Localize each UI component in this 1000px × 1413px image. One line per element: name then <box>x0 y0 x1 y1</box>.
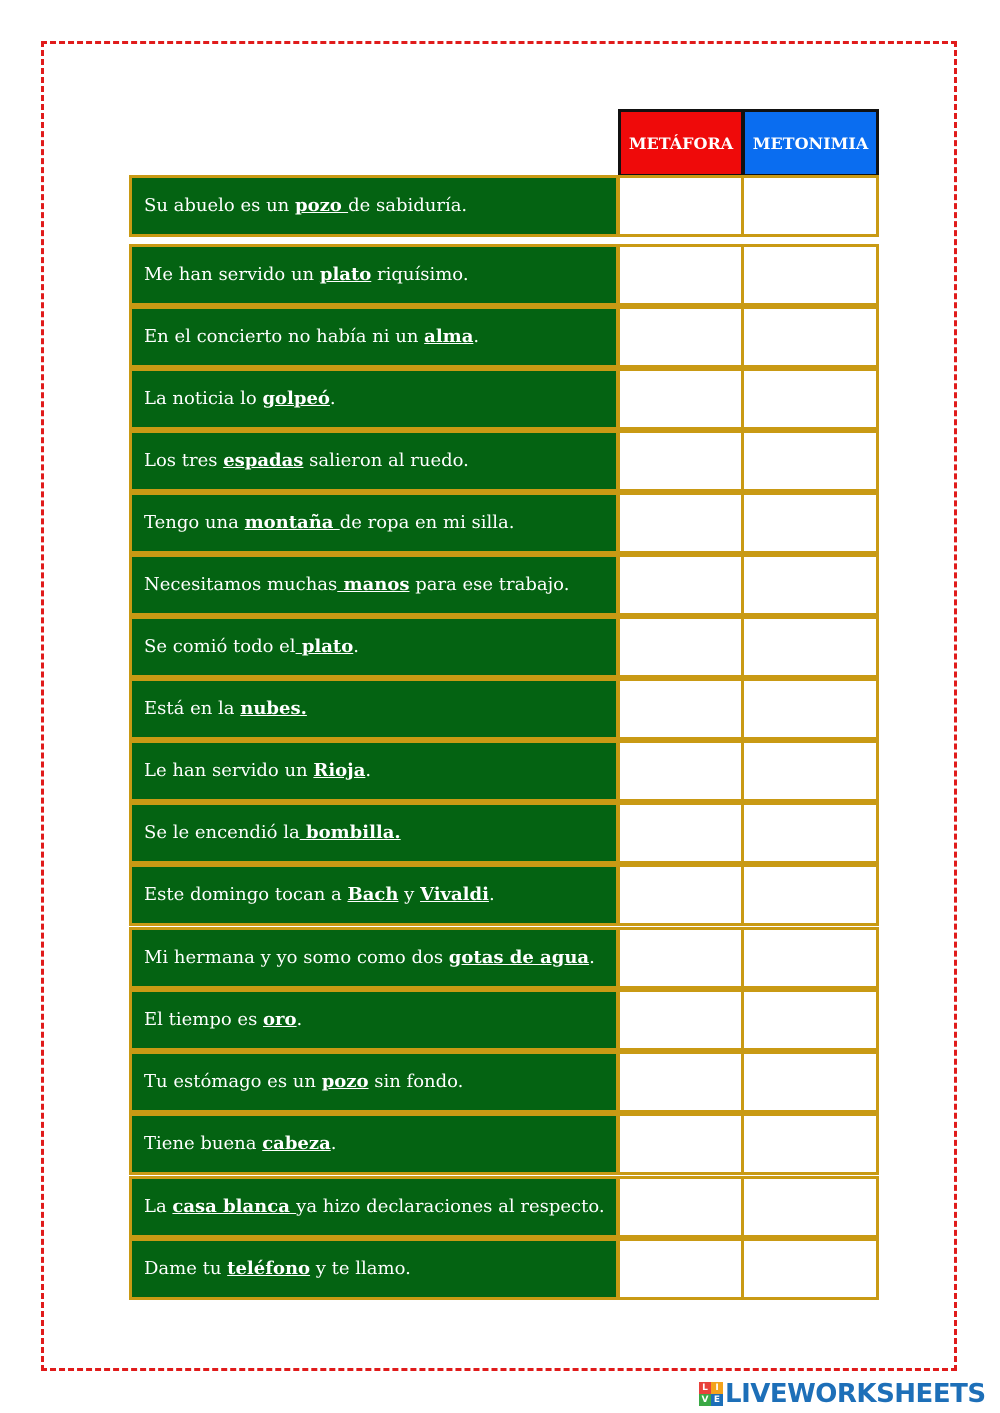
table-row <box>129 864 879 926</box>
table-row <box>129 430 879 492</box>
answer-cell-metonimia[interactable] <box>741 1051 879 1113</box>
sentence-text: La <box>144 1196 173 1217</box>
sentence-text: Los tres <box>144 450 224 471</box>
liveworksheets-logo <box>699 1380 986 1408</box>
table-row <box>129 927 879 989</box>
table-row <box>129 1051 879 1113</box>
sentence-text: Tengo una <box>144 512 245 533</box>
sentence-cell <box>129 368 619 430</box>
sentence-text: . <box>488 884 495 905</box>
key-word: teléfono <box>227 1258 311 1279</box>
sentence-text: . <box>296 1009 303 1030</box>
sentence-text: . <box>329 388 336 409</box>
sentence-text: Tiene buena <box>144 1133 263 1154</box>
sentence-text: de ropa en mi silla. <box>339 512 515 533</box>
header-metafora: METÁFORA <box>618 109 744 177</box>
liveworksheets-logo-icon: L I V E <box>699 1382 723 1406</box>
sentence-cell <box>129 554 619 616</box>
sentence-text: Está en la <box>144 698 241 719</box>
key-word: Bach <box>347 884 399 905</box>
answer-cell-metafora[interactable] <box>617 927 744 989</box>
answer-cell-metonimia[interactable] <box>741 864 879 926</box>
table-row <box>129 554 879 616</box>
sentence-text: de sabiduría. <box>348 195 468 216</box>
sentence-cell <box>129 1113 619 1175</box>
sentence-text: para ese trabajo. <box>409 574 570 595</box>
table-row <box>129 678 879 740</box>
key-word: pozo <box>294 195 349 216</box>
logo-text: LIVEWORKSHEETS <box>725 1379 986 1409</box>
sentence-text: Su abuelo es un <box>144 195 295 216</box>
sentence-cell <box>129 244 619 306</box>
sentence-text: salieron al ruedo. <box>303 450 469 471</box>
sentence-text: . <box>473 326 480 347</box>
answer-cell-metafora[interactable] <box>617 678 744 740</box>
key-word: pozo <box>321 1071 369 1092</box>
key-word: plato <box>319 264 372 285</box>
sentence-text: . <box>365 760 372 781</box>
key-word: espadas <box>223 450 304 471</box>
answer-cell-metafora[interactable] <box>617 1113 744 1175</box>
sentence-text: y <box>398 884 421 905</box>
sentence-cell <box>129 740 619 802</box>
sentence-text: riquísimo. <box>371 264 469 285</box>
answer-cell-metafora[interactable] <box>617 492 744 554</box>
key-word: manos <box>337 574 410 595</box>
sentence-text: Me han servido un <box>144 264 320 285</box>
key-word: bombilla. <box>299 822 401 843</box>
sentence-text: Necesitamos muchas <box>144 574 338 595</box>
sentence-cell <box>129 1176 619 1238</box>
sentence-cell <box>129 175 619 237</box>
answer-cell-metonimia[interactable] <box>741 430 879 492</box>
table-row <box>129 492 879 554</box>
answer-cell-metafora[interactable] <box>617 802 744 864</box>
answer-cell-metafora[interactable] <box>617 430 744 492</box>
answer-cell-metonimia[interactable] <box>741 616 879 678</box>
table-row <box>129 1113 879 1175</box>
sentence-text: La noticia lo <box>144 388 263 409</box>
answer-cell-metonimia[interactable] <box>741 306 879 368</box>
table-row <box>129 1176 879 1238</box>
sentence-cell <box>129 1051 619 1113</box>
answer-cell-metafora[interactable] <box>617 175 744 237</box>
sentence-cell <box>129 616 619 678</box>
answer-cell-metonimia[interactable] <box>741 175 879 237</box>
sentence-cell <box>129 430 619 492</box>
answer-cell-metonimia[interactable] <box>741 554 879 616</box>
sentence-cell <box>129 492 619 554</box>
answer-cell-metonimia[interactable] <box>741 740 879 802</box>
key-word: oro <box>263 1009 297 1030</box>
answer-cell-metafora[interactable] <box>617 989 744 1051</box>
answer-cell-metonimia[interactable] <box>741 678 879 740</box>
answer-cell-metafora[interactable] <box>617 1176 744 1238</box>
answer-cell-metafora[interactable] <box>617 554 744 616</box>
key-word: Vivaldi <box>420 884 489 905</box>
sentence-cell <box>129 678 619 740</box>
key-word: golpeó <box>262 388 330 409</box>
sentence-text: Se le encendió la <box>144 822 300 843</box>
sentence-text: . <box>330 1133 337 1154</box>
sentence-cell <box>129 1238 619 1300</box>
sentence-text: Se comió todo el <box>144 636 296 657</box>
answer-cell-metonimia[interactable] <box>741 244 879 306</box>
key-word: gotas de agua <box>448 947 590 968</box>
key-word: cabeza <box>262 1133 331 1154</box>
answer-cell-metafora[interactable] <box>617 368 744 430</box>
answer-cell-metonimia[interactable] <box>741 368 879 430</box>
key-word: Rioja <box>313 760 366 781</box>
key-word: alma <box>424 326 474 347</box>
answer-cell-metonimia[interactable] <box>741 927 879 989</box>
table-row <box>129 740 879 802</box>
key-word: casa blanca <box>172 1196 297 1217</box>
table-row <box>129 306 879 368</box>
answer-cell-metafora[interactable] <box>617 616 744 678</box>
sentence-cell <box>129 864 619 926</box>
table-row <box>129 802 879 864</box>
answer-cell-metafora[interactable] <box>617 1051 744 1113</box>
answer-cell-metonimia[interactable] <box>741 492 879 554</box>
sentence-text: . <box>353 636 359 657</box>
key-word: nubes. <box>240 698 307 719</box>
header-metonimia: METONIMIA <box>742 109 879 177</box>
key-word: montaña <box>244 512 340 533</box>
table-row <box>129 989 879 1051</box>
answer-cell-metafora[interactable] <box>617 1238 744 1300</box>
sentence-text: En el concierto no había ni un <box>144 326 425 347</box>
answer-cell-metafora[interactable] <box>617 306 744 368</box>
answer-cell-metonimia[interactable] <box>741 989 879 1051</box>
table-row <box>129 244 879 306</box>
table-row <box>129 616 879 678</box>
sentence-text: y te llamo. <box>310 1258 411 1279</box>
table-row <box>129 175 879 237</box>
sentence-text: El tiempo es <box>144 1009 264 1030</box>
key-word: plato <box>295 636 354 657</box>
sentence-cell <box>129 927 619 989</box>
sentence-text: Tu estómago es un <box>144 1071 322 1092</box>
sentence-text: Este domingo tocan a <box>144 884 348 905</box>
sentence-cell <box>129 306 619 368</box>
sentence-text: Le han servido un <box>144 760 314 781</box>
sentence-text: ya hizo declaraciones al respecto. <box>296 1196 605 1217</box>
sentence-text: Mi hermana y yo somo como dos <box>144 947 449 968</box>
answer-cell-metonimia[interactable] <box>741 1176 879 1238</box>
sentence-cell <box>129 989 619 1051</box>
sentence-text: . <box>589 947 595 968</box>
answer-cell-metonimia[interactable] <box>741 802 879 864</box>
table-row <box>129 1238 879 1300</box>
answer-cell-metafora[interactable] <box>617 864 744 926</box>
answer-cell-metafora[interactable] <box>617 740 744 802</box>
table-row <box>129 368 879 430</box>
answer-cell-metonimia[interactable] <box>741 1238 879 1300</box>
answer-cell-metonimia[interactable] <box>741 1113 879 1175</box>
answer-cell-metafora[interactable] <box>617 244 744 306</box>
sentence-text: sin fondo. <box>368 1071 464 1092</box>
sentence-text: Dame tu <box>144 1258 228 1279</box>
sentence-cell <box>129 802 619 864</box>
